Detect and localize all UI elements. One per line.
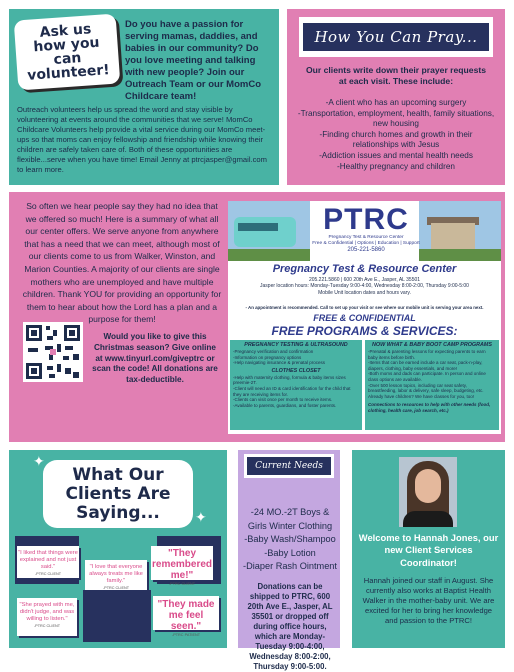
qr-code-graphic: [23, 322, 83, 382]
flyer-appointment-note: - An appointment is recommended. Call to set up your visit or see where our mobile unit is serving your area next.: [245, 305, 484, 310]
list-item: -Baby Lotion: [264, 547, 316, 558]
list-item: -Addiction issues and mental health needs: [319, 150, 473, 160]
current-needs-banner: Current Needs: [244, 454, 334, 478]
clothes-closet-heading: CLOTHES CLOSET: [271, 367, 321, 374]
prayer-panel: [287, 9, 505, 185]
testimonials-title: What Our Clients Are Saying...: [43, 460, 193, 528]
boot-camp-heading: NOW WHAT & BABY BOOT CAMP PROGRAMS: [372, 342, 492, 348]
clothes-closet-text: -Help with maternity clothing, formula & baby items sizes preemie-2T. -Client will need an ID & card identification for the child that they are receiving items for. -Clients can visit once per month to receive items. -Available to parents, guardians, and foster parents.: [233, 374, 351, 408]
welcome-heading: Welcome to Hannah Jones, our new Client Services Coordinator!: [358, 532, 499, 568]
donation-shipping-text: Donations can be shipped to PTRC, 600 20th Ave E., Jasper, AL 35501 or dropped off during office hours, which are Monday-Tuesday 9:00-4:00, Wednesday 8:00-2:00, Thursday 9:00-5:00.: [247, 582, 333, 671]
mobile-unit-photo: [228, 201, 310, 261]
needs-list: [242, 506, 338, 574]
flyer-free-confidential: FREE & CONFIDENTIAL: [313, 313, 416, 323]
list-item: -Baby Wash/Shampoo: [244, 534, 336, 545]
ptrc-flyer: [228, 201, 501, 434]
pregnancy-testing-heading: PREGNANCY TESTING & ULTRASOUND: [244, 342, 348, 348]
building-photo: [419, 201, 501, 261]
volunteer-body: Outreach volunteers help us spread the word and stay visible by volunteering at events around the communities that we serve! MomCo Childcare Volunteers help provide a vital service during our MomCo meet-ups so that moms can enjoy fellowship and friendship while knowing their children are safely taken care of. Both of these opportunities are flexible...serve when you have time! Email Jenny at ptrcjasper@gmail.com to learn more.: [17, 105, 267, 174]
ptrc-logo: PTRC: [323, 203, 409, 236]
testimonial-card: "She prayed with me, didn't judge, and was willing to listen." -PTRC CLIENT: [17, 598, 77, 636]
sparkle-icon: ✦: [33, 454, 45, 470]
sparkle-icon: ✦: [195, 510, 207, 526]
testimonial-card: "I love that everyone always treats me like family." -PTRC CLIENT: [85, 560, 147, 590]
center-story: So often we hear people say they had no idea that we offered so much! Here is a summary of what all our center offers. We serve anyone from anywhere that has a need that we can meet, although most of our clients come to us from Walker, Winston, and Marion Counties. A majority of our clients are single mothers who are unemployed and have multiple children. Thank YOU for providing an opportunity for them to hear about how the Lord has a plan and a purpose for them!: [22, 201, 222, 325]
testimonial-card: "They remembered me!" -PTRC CLIENT: [151, 548, 213, 586]
prayer-intro: Our clients write down their prayer requests at each visit. These include:: [305, 65, 487, 86]
list-item: -Transportation, employment, health, family situations, new housing: [297, 108, 495, 129]
testimonial-card: "I liked that things were explained and not just said." -PTRC CLIENT: [17, 546, 79, 578]
prayer-banner: How You Can Pray...: [299, 17, 493, 57]
boot-camp-text: -Prenatal & parenting lessons for expecting parents to earn baby items before birth. -Items that can be earned include a car seat, pack-n-play, diapers, clothing, baby essentials, and more! -Both moms and dads can participate. In person and online class options are available. -Over 500 lesson topics, including car seat safety, breastfeeding, labor & delivery, safe sleep, budgeting, etc. Already have children? We have classes for you, too!: [368, 349, 486, 399]
hannah-jones-photo: [399, 457, 457, 527]
resources-text: Connections to resources to help with other needs (food, clothing, health care, job search, etc.): [368, 402, 491, 413]
ask-us-sticker: Ask us how you can volunteer!: [14, 14, 121, 91]
qr-code[interactable]: [23, 322, 83, 382]
list-item: -Finding church homes and growth in their relationships with Jesus: [319, 129, 473, 150]
pregnancy-testing-text: -Pregnancy verification and confirmation -Information on pregnancy options -Help navigating insurance & prenatal process: [233, 349, 326, 366]
prayer-list: [297, 98, 495, 172]
welcome-panel: [352, 450, 505, 648]
center-summary-panel: [9, 192, 505, 442]
volunteer-heading: Do you have a passion for serving mamas, daddies, and babies in our community? Do you love meeting and talking with new people? Join our Outreach Team or our MomCo Childcare team!: [125, 19, 262, 102]
list-item: -Healthy pregnancy and children: [337, 161, 455, 171]
flyer-title: Pregnancy Test & Resource Center: [272, 263, 457, 275]
volunteer-panel: [9, 9, 279, 185]
list-item: -A client who has an upcoming surgery: [325, 98, 467, 107]
ptrc-logo-phone: 205-221-5860: [347, 247, 385, 253]
ptrc-logo-subtitle: Pregnancy Test & Resource Center Free & Confidential | Options | Education | Support: [312, 235, 420, 246]
flyer-programs-heading: FREE PROGRAMS & SERVICES:: [271, 324, 458, 338]
flyer-services-left: [230, 340, 362, 430]
give-online-text: Would you like to give this Christmas season? Give online at www.tinyurl.com/giveptrc or scan the code! All donations are tax-deductible.: [92, 332, 218, 385]
list-item: -24 MO.-2T Boys & Girls Winter Clothing: [247, 507, 333, 531]
flyer-services-right: [365, 340, 499, 430]
flyer-contact-info: 205.221.5860 | 600 20th Ave E., Jasper, AL 35501 Jasper location hours: Monday-Tuesday 9:00-4:00, Wednesday 8:00-2:00, Thursday 9:00-5:00 Mobile Unit location dates and hours vary.: [260, 277, 469, 296]
current-needs-panel: [238, 450, 340, 671]
list-item: -Diaper Rash Ointment: [243, 561, 337, 572]
testimonial-card: "They made me feel seen." -PTRC PATIENT: [153, 596, 219, 630]
testimonials-panel: [9, 450, 227, 648]
welcome-bio: Hannah joined our staff in August. She currently also works at Baptist Health Walker in the mother-baby unit. We are excited for her to bring her knowledge and passion to the PTRC!: [362, 576, 495, 625]
